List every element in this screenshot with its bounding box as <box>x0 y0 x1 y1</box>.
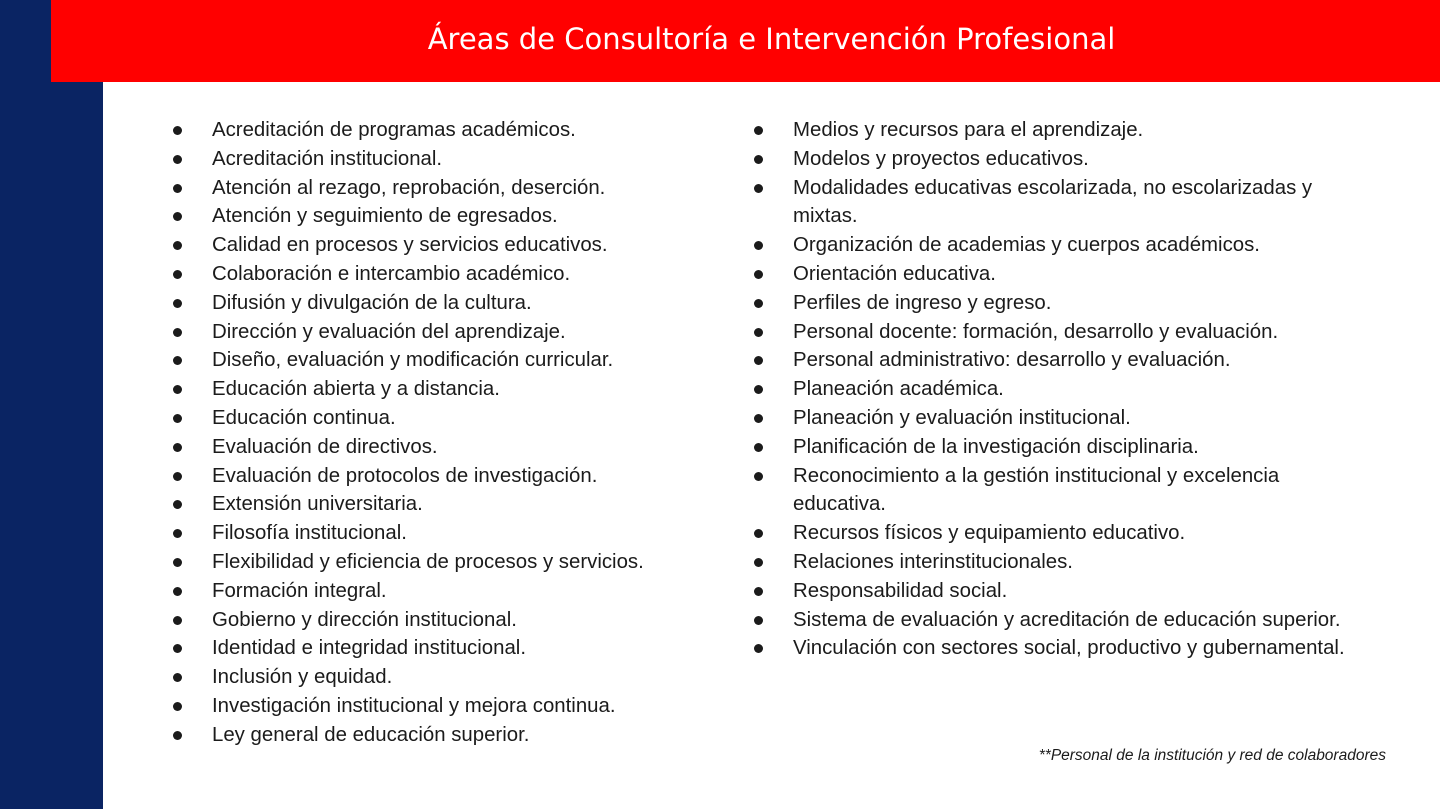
bullet-icon <box>173 241 182 250</box>
bullet-icon <box>173 644 182 653</box>
list-item-text: Educación continua. <box>212 406 396 429</box>
list-item-text: Modelos y proyectos educativos. <box>793 147 1089 170</box>
bullet-icon <box>754 443 763 452</box>
list-item <box>172 116 712 145</box>
bullet-icon <box>173 356 182 365</box>
bullet-icon <box>754 587 763 596</box>
bullet-icon <box>173 299 182 308</box>
list-item <box>172 433 712 462</box>
bullet-icon <box>173 414 182 423</box>
list-item <box>172 519 712 548</box>
bullet-icon <box>173 126 182 135</box>
list-item <box>172 375 712 404</box>
side-accent-bar <box>0 0 103 809</box>
list-item-text: Inclusión y equidad. <box>212 666 393 689</box>
list-item-text: Personal administrativo: desarrollo y evaluación. <box>793 349 1231 372</box>
list-item-text: Gobierno y dirección institucional. <box>212 608 517 631</box>
bullet-icon <box>173 212 182 221</box>
list-item-text: Responsabilidad social. <box>793 579 1008 602</box>
list-item <box>753 375 1353 404</box>
bullet-icon <box>173 385 182 394</box>
list-item-text: Flexibilidad y eficiencia de procesos y servicios. <box>212 550 644 573</box>
list-item <box>753 433 1353 462</box>
list-item <box>172 634 712 663</box>
list-item <box>753 462 1353 520</box>
list-item-text: Extensión universitaria. <box>212 493 423 516</box>
bullet-icon <box>173 673 182 682</box>
list-item <box>172 145 712 174</box>
list-item-text: Planificación de la investigación disciplinaria. <box>793 435 1199 458</box>
bullet-icon <box>754 328 763 337</box>
list-item <box>753 577 1353 606</box>
list-item <box>172 462 712 491</box>
list-item <box>753 318 1353 347</box>
list-item <box>753 606 1353 635</box>
page-title: Áreas de Consultoría e Intervención Profesional <box>427 22 1116 56</box>
bullet-icon <box>173 616 182 625</box>
list-item <box>172 289 712 318</box>
bullet-icon <box>173 184 182 193</box>
list-item <box>753 634 1353 663</box>
list-item <box>172 721 712 750</box>
list-item <box>753 145 1353 174</box>
bullet-icon <box>173 702 182 711</box>
bullet-icon <box>173 472 182 481</box>
bullet-icon <box>754 126 763 135</box>
bullet-icon <box>754 241 763 250</box>
right-area-list <box>753 116 1353 663</box>
bullet-icon <box>754 270 763 279</box>
list-item <box>172 318 712 347</box>
list-item-text: Dirección y evaluación del aprendizaje. <box>212 320 566 343</box>
list-item-text: Calidad en procesos y servicios educativos. <box>212 234 608 257</box>
list-item-text: Planeación y evaluación institucional. <box>793 406 1131 429</box>
bullet-icon <box>173 270 182 279</box>
title-banner <box>51 0 1440 82</box>
bullet-icon <box>173 500 182 509</box>
list-item <box>753 404 1353 433</box>
list-item-text: Organización de academias y cuerpos académicos. <box>793 234 1260 257</box>
bullet-icon <box>173 558 182 567</box>
list-item-text: Medios y recursos para el aprendizaje. <box>793 119 1144 141</box>
list-item <box>753 260 1353 289</box>
list-item-text: Reconocimiento a la gestión institucional y excelencia educativa. <box>793 464 1280 516</box>
bullet-icon <box>173 155 182 164</box>
left-area-list <box>172 116 712 750</box>
bullet-icon <box>754 472 763 481</box>
list-item <box>172 692 712 721</box>
list-item-text: Evaluación de protocolos de investigación. <box>212 464 598 487</box>
list-item <box>172 174 712 203</box>
list-item <box>753 174 1353 232</box>
list-item-text: Investigación institucional y mejora continua. <box>212 694 616 717</box>
bullet-icon <box>173 328 182 337</box>
bullet-icon <box>754 558 763 567</box>
list-item-text: Personal docente: formación, desarrollo y evaluación. <box>793 320 1279 343</box>
list-item-text: Planeación académica. <box>793 378 1004 401</box>
list-item <box>753 289 1353 318</box>
list-item <box>753 548 1353 577</box>
list-item-text: Orientación educativa. <box>793 262 996 285</box>
bullet-icon <box>754 616 763 625</box>
bullet-icon <box>173 587 182 596</box>
list-item-text: Colaboración e intercambio académico. <box>212 262 571 285</box>
list-item-text: Atención al rezago, reprobación, deserción. <box>212 176 606 199</box>
list-item <box>172 202 712 231</box>
list-item <box>172 663 712 692</box>
list-item <box>172 260 712 289</box>
bullet-icon <box>754 414 763 423</box>
list-item <box>172 404 712 433</box>
bullet-icon <box>754 184 763 193</box>
bullet-icon <box>754 529 763 538</box>
bullet-icon <box>754 299 763 308</box>
list-item-text: Diseño, evaluación y modificación curricular. <box>212 349 614 372</box>
list-item-text: Acreditación institucional. <box>212 147 443 170</box>
list-item <box>172 548 712 577</box>
list-item-text: Vinculación con sectores social, productivo y gubernamental. <box>793 637 1345 660</box>
list-item-text: Difusión y divulgación de la cultura. <box>212 291 532 314</box>
bullet-icon <box>173 731 182 740</box>
list-item <box>753 346 1353 375</box>
list-item-text: Formación integral. <box>212 579 387 602</box>
list-item-text: Ley general de educación superior. <box>212 723 530 746</box>
list-item-text: Acreditación de programas académicos. <box>212 119 576 141</box>
list-item <box>753 116 1353 145</box>
bullet-icon <box>173 529 182 538</box>
list-item-text: Educación abierta y a distancia. <box>212 378 500 401</box>
list-item-text: Atención y seguimiento de egresados. <box>212 205 558 228</box>
list-item-text: Identidad e integridad institucional. <box>212 637 527 660</box>
footnote: **Personal de la institución y red de colaboradores <box>1038 747 1386 764</box>
list-item-text: Sistema de evaluación y acreditación de educación superior. <box>793 608 1341 631</box>
list-item-text: Filosofía institucional. <box>212 522 407 545</box>
bullet-icon <box>754 356 763 365</box>
list-item-text: Recursos físicos y equipamiento educativo. <box>793 522 1186 545</box>
list-item <box>172 606 712 635</box>
list-item <box>172 577 712 606</box>
list-item <box>172 346 712 375</box>
bullet-icon <box>173 443 182 452</box>
list-item <box>172 490 712 519</box>
bullet-icon <box>754 644 763 653</box>
list-item <box>753 519 1353 548</box>
bullet-icon <box>754 155 763 164</box>
list-item-text: Evaluación de directivos. <box>212 435 438 458</box>
bullet-icon <box>754 385 763 394</box>
list-item-text: Modalidades educativas escolarizada, no escolarizadas y mixtas. <box>793 176 1313 228</box>
list-item <box>753 231 1353 260</box>
list-item-text: Relaciones interinstitucionales. <box>793 550 1073 573</box>
list-item <box>172 231 712 260</box>
list-item-text: Perfiles de ingreso y egreso. <box>793 291 1052 314</box>
